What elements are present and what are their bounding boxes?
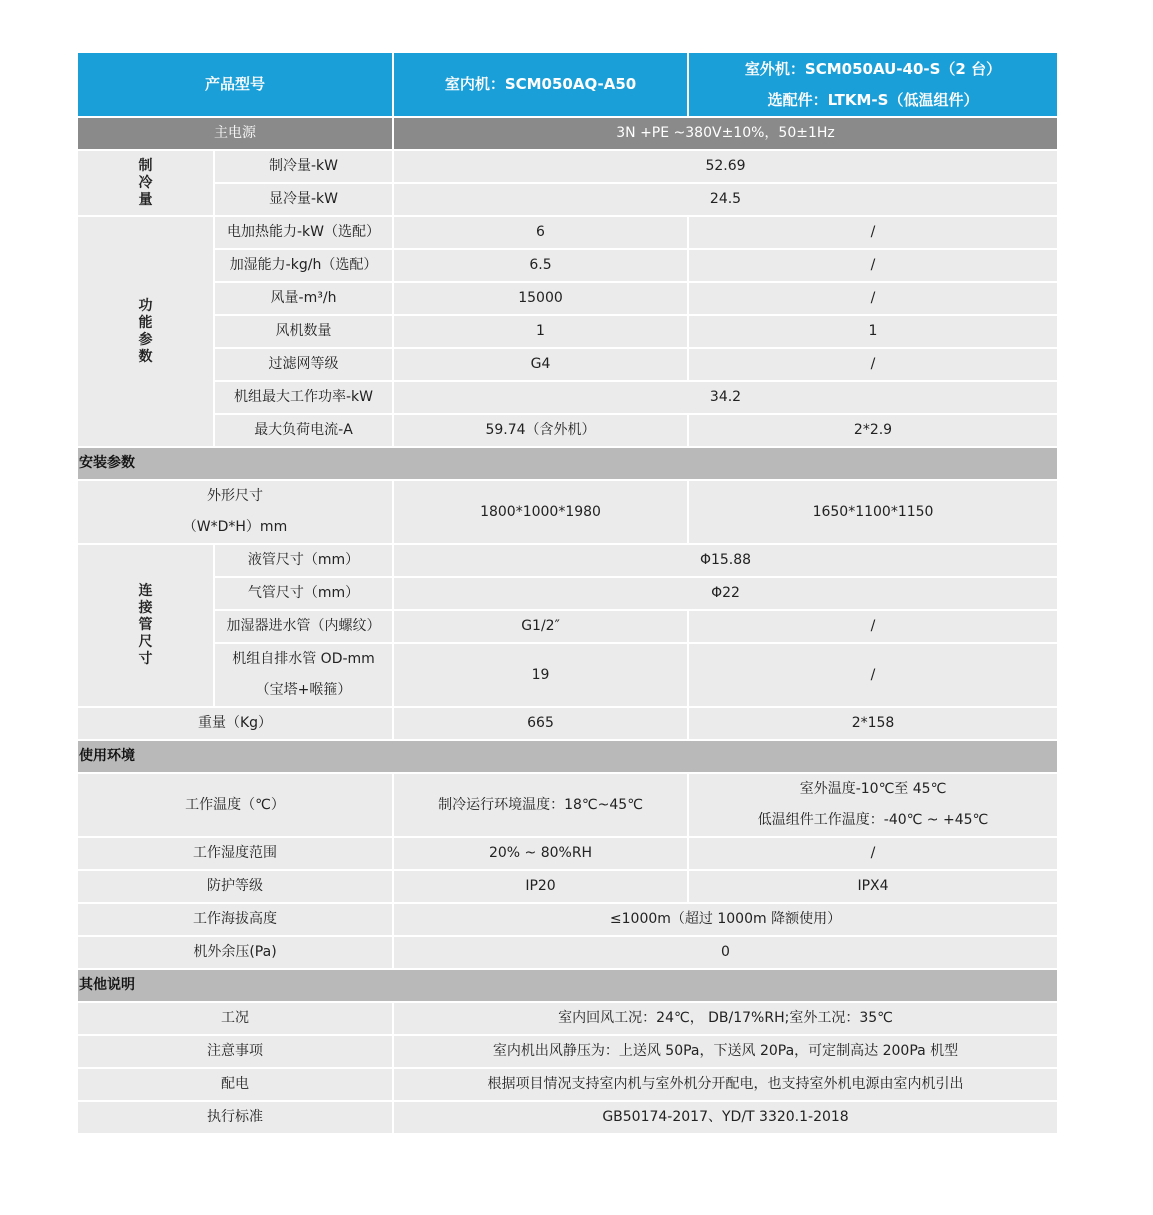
table-row xyxy=(77,577,1058,610)
indoor-value: 59.74（含外机） xyxy=(393,414,688,447)
row-label: 工作温度（℃） xyxy=(77,773,393,837)
outdoor-value: / xyxy=(688,610,1058,643)
indoor-value: 制冷运行环境温度：18℃~45℃ xyxy=(393,773,688,837)
row-value: ≤1000m（超过 1000m 降额使用） xyxy=(393,903,1058,936)
section-title: 安装参数 xyxy=(77,447,1058,480)
outdoor-value: 1650*1100*1150 xyxy=(688,480,1058,544)
row-label: 配电 xyxy=(77,1068,393,1101)
indoor-value: 20% ~ 80%RH xyxy=(393,837,688,870)
indoor-value: 19 xyxy=(393,643,688,707)
row-label: 工作海拔高度 xyxy=(77,903,393,936)
row-label: 最大负荷电流-A xyxy=(214,414,393,447)
table-row xyxy=(77,315,1058,348)
outdoor-model-line1: 室外机：SCM050AU-40-S（2 台） xyxy=(744,59,1002,78)
row-value: 室内机出风静压为：上送风 50Pa，下送风 20Pa，可定制高达 200Pa 机型 xyxy=(393,1035,1058,1068)
indoor-value: G1/2″ xyxy=(393,610,688,643)
row-value: 0 xyxy=(393,936,1058,969)
table-row xyxy=(77,870,1058,903)
outdoor-model xyxy=(688,52,1058,117)
table-row xyxy=(77,414,1058,447)
row-value: 根据项目情况支持室内机与室外机分开配电，也支持室外机电源由室内机引出 xyxy=(393,1068,1058,1101)
row-label: 加湿能力-kg/h（选配） xyxy=(214,249,393,282)
table-row xyxy=(77,707,1058,740)
function-group-label: 功能参数 xyxy=(77,216,214,447)
table-row xyxy=(77,903,1058,936)
outdoor-value: / xyxy=(688,348,1058,381)
section-header-environment xyxy=(77,740,1058,773)
header-row xyxy=(77,52,1058,117)
indoor-value: 665 xyxy=(393,707,688,740)
power-row xyxy=(77,117,1058,150)
power-label: 主电源 xyxy=(77,117,393,150)
power-value: 3N +PE ~380V±10%，50±1Hz xyxy=(393,117,1058,150)
row-label: 工作湿度范围 xyxy=(77,837,393,870)
indoor-value: IP20 xyxy=(393,870,688,903)
table-row xyxy=(77,1101,1058,1134)
outdoor-model-line2: 选配件：LTKM-S（低温组件） xyxy=(767,90,979,109)
indoor-model: 室内机：SCM050AQ-A50 xyxy=(393,52,688,117)
row-label: 显冷量-kW xyxy=(214,183,393,216)
row-value: 24.5 xyxy=(393,183,1058,216)
row-label: 过滤网等级 xyxy=(214,348,393,381)
table-row xyxy=(77,643,1058,707)
cooling-group-label: 制冷量 xyxy=(77,150,214,216)
row-value: 52.69 xyxy=(393,150,1058,183)
outdoor-value: / xyxy=(688,837,1058,870)
row-label: 机组最大工作功率-kW xyxy=(214,381,393,414)
outdoor-value: / xyxy=(688,216,1058,249)
row-label: 机组自排水管 OD-mm （宝塔+喉箍） xyxy=(214,643,393,707)
pipe-group-label: 连接管尺寸 xyxy=(77,544,214,707)
row-value: 室内回风工况：24℃， DB/17%RH;室外工况：35℃ xyxy=(393,1002,1058,1035)
row-label: 外形尺寸 （W*D*H）mm xyxy=(77,480,393,544)
outdoor-value: 2*158 xyxy=(688,707,1058,740)
table-row xyxy=(77,544,1058,577)
outdoor-value: 室外温度-10℃至 45℃ 低温组件工作温度：-40℃ ~ +45℃ xyxy=(688,773,1058,837)
row-label: 防护等级 xyxy=(77,870,393,903)
indoor-value: 6.5 xyxy=(393,249,688,282)
outdoor-value: 1 xyxy=(688,315,1058,348)
table-row xyxy=(77,610,1058,643)
indoor-value: 15000 xyxy=(393,282,688,315)
outdoor-value: / xyxy=(688,282,1058,315)
indoor-value: G4 xyxy=(393,348,688,381)
row-label: 工况 xyxy=(77,1002,393,1035)
table-row xyxy=(77,1068,1058,1101)
row-label: 液管尺寸（mm） xyxy=(214,544,393,577)
row-label: 注意事项 xyxy=(77,1035,393,1068)
row-value: 34.2 xyxy=(393,381,1058,414)
row-label: 机外余压(Pa) xyxy=(77,936,393,969)
outdoor-value: 2*2.9 xyxy=(688,414,1058,447)
table-row xyxy=(77,249,1058,282)
indoor-value: 1800*1000*1980 xyxy=(393,480,688,544)
row-label: 执行标准 xyxy=(77,1101,393,1134)
row-label: 电加热能力-kW（选配） xyxy=(214,216,393,249)
table-row xyxy=(77,773,1058,837)
section-header-install xyxy=(77,447,1058,480)
table-row xyxy=(77,282,1058,315)
indoor-value: 6 xyxy=(393,216,688,249)
table-row xyxy=(77,936,1058,969)
table-row xyxy=(77,837,1058,870)
row-value: Φ15.88 xyxy=(393,544,1058,577)
table-row xyxy=(77,1002,1058,1035)
section-header-other xyxy=(77,969,1058,1002)
outdoor-value: / xyxy=(688,249,1058,282)
table-row xyxy=(77,348,1058,381)
table-row xyxy=(77,216,1058,249)
row-label: 加湿器进水管（内螺纹） xyxy=(214,610,393,643)
table-row xyxy=(77,381,1058,414)
row-label: 制冷量-kW xyxy=(214,150,393,183)
outdoor-value: IPX4 xyxy=(688,870,1058,903)
table-row xyxy=(77,150,1058,183)
table-row xyxy=(77,480,1058,544)
row-value: GB50174-2017、YD/T 3320.1-2018 xyxy=(393,1101,1058,1134)
indoor-value: 1 xyxy=(393,315,688,348)
section-title: 其他说明 xyxy=(77,969,1058,1002)
table-row xyxy=(77,183,1058,216)
row-label: 气管尺寸（mm） xyxy=(214,577,393,610)
table-row xyxy=(77,1035,1058,1068)
row-value: Φ22 xyxy=(393,577,1058,610)
section-title: 使用环境 xyxy=(77,740,1058,773)
outdoor-value: / xyxy=(688,643,1058,707)
row-label: 风量-m³/h xyxy=(214,282,393,315)
model-label: 产品型号 xyxy=(77,52,393,117)
row-label: 风机数量 xyxy=(214,315,393,348)
spec-table xyxy=(76,51,1059,1135)
row-label: 重量（Kg） xyxy=(77,707,393,740)
